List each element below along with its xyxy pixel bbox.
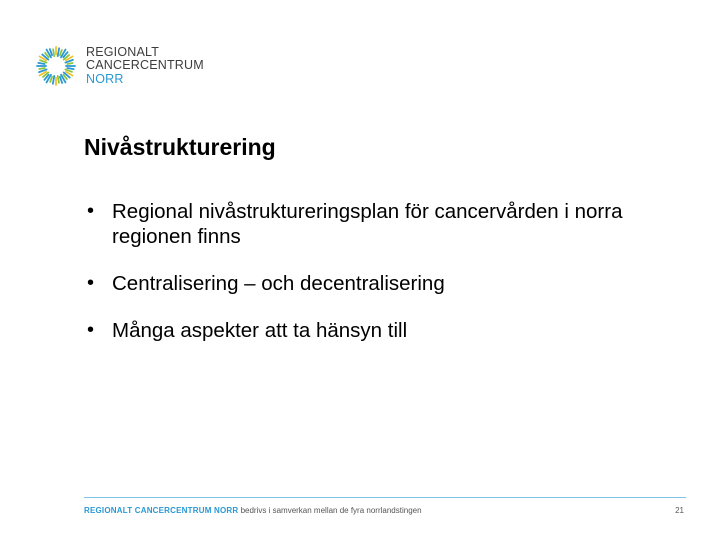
footer xyxy=(84,506,422,515)
bullet-dot: • xyxy=(87,319,95,341)
footer-divider xyxy=(84,497,686,498)
logo-ray xyxy=(58,76,59,83)
logo-ray xyxy=(50,77,52,82)
slide-title: Nivåstrukturering xyxy=(84,134,276,160)
bullet-text: Centralisering – och decentralisering xyxy=(112,272,445,295)
bullet-item xyxy=(84,271,684,296)
logo-ray xyxy=(67,63,72,64)
logo-ray xyxy=(53,49,54,56)
logo-ray xyxy=(67,68,73,69)
logo-ray xyxy=(38,63,44,64)
bullet-item xyxy=(84,318,684,343)
logo-line-2: CANCERCENTRUM xyxy=(86,58,204,73)
footer-brand: REGIONALT CANCERCENTRUM NORR xyxy=(84,506,239,515)
bullet-text: Många aspekter att ta hänsyn till xyxy=(112,319,408,342)
logo-ray xyxy=(39,68,44,69)
logo-ray xyxy=(60,50,62,55)
footer-tagline: bedrivs i samverkan mellan de fyra norrlandstingen xyxy=(238,506,422,515)
bullet-item xyxy=(84,199,684,249)
logo xyxy=(34,44,204,88)
logo-line-3: NORR xyxy=(86,71,124,86)
bullet-text: Regional nivåstruktureringsplan för cancervården i norra regionen finns xyxy=(112,200,623,248)
bullet-dot: • xyxy=(87,200,95,222)
logo-text xyxy=(86,46,204,87)
sunburst-logo-icon xyxy=(34,44,78,88)
bullet-dot: • xyxy=(87,272,95,294)
logo-ray xyxy=(58,48,59,56)
bullet-list xyxy=(84,199,684,365)
logo-ray xyxy=(53,76,54,84)
logo-line-1: REGIONALT xyxy=(86,44,160,59)
page-number: 21 xyxy=(675,506,684,515)
